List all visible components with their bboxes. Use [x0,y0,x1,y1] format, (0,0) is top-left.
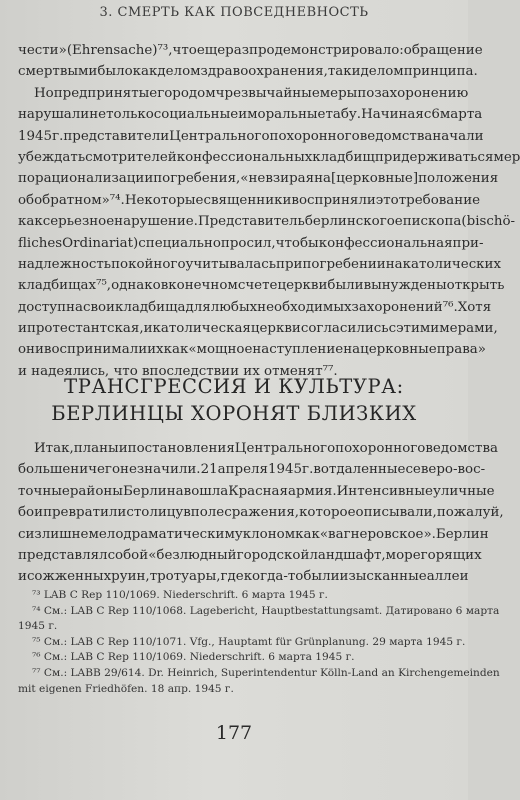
footnotes [18,588,500,697]
paragraph-continuation [18,40,520,382]
footnote-rule [18,580,158,581]
text-line: нарушали не только социальные и моральные табу. Начиная с 6 марта [18,107,483,123]
text-line: как серьезное нарушение. Представитель берлинского епископа (bischö- [18,214,516,230]
text-line: чести» (Ehrensache)⁷³, что еще раз продемонстрировало: обращение [18,43,483,58]
text-line: они воспринимали их как «мощное наступление на церковные права» [18,342,486,358]
text-line: и сожженных руин, тротуары, где когда-то были изысканные аллеи [18,569,469,585]
text-line: по рационализации погребения, «невзирая на [церковные] положения [18,171,499,187]
footnote: ⁷³ LAB C Rep 110/1069. Niederschrift. 6 марта 1945 г. [32,589,328,601]
text-line: бои превратили столицу в поле сражения, которое описывали, пожалуй, [18,505,504,521]
text-line: Но предпринятые городом чрезвычайные меры по захоронению [34,85,469,101]
running-head: 3. СМЕРТЬ КАК ПОВСЕДНЕВНОСТЬ [99,5,369,20]
text-line: fliches Ordinariat) специально просил, чтобы конфессиональная при- [18,235,484,251]
text-line: доступ на свои кладбища для любых необходимых захоронений⁷⁶. Хотя [18,299,492,315]
text-line: убеждать смотрителей конфессиональных кладбищ придерживаться мер [18,149,520,165]
text-line: и протестантская, и католическая церкви согласились с этими мерами, [18,321,498,337]
text-line: об обратном»⁷⁴. Некоторые священники восприняли это требование [18,192,481,208]
text-line: кладбищах⁷⁵, однако в конечном счете церкви были вынуждены открыть [18,278,505,294]
footnote: ⁷⁶ См.: LAB C Rep 110/1069. Niederschrift. 6 марта 1945 г. [32,651,355,664]
text-line: Итак, планы и постановления Центрального похоронного ведомства [34,441,498,456]
footnote-continuation: mit eigenen Friedhöfen. 18 апр. 1945 г. [18,682,234,695]
text-line: с мертвыми было как делом здравоохранения, так и делом принципа. [18,64,478,80]
page-number: 177 [215,722,253,744]
section-heading-line-2: БЕРЛИНЦЫ ХОРОНЯТ БЛИЗКИХ [51,402,417,425]
footnote: ⁷⁵ См.: LAB C Rep 110/1071. Vfg., Hauptamt für Grünplanung. 29 марта 1945 г. [32,635,466,648]
footnote: ⁷⁷ См.: LABB 29/614. Dr. Heinrich, Superintendentur Kölln-Land an Kirchengemeinden [32,666,500,679]
footnote: ⁷⁴ См.: LAB C Rep 110/1068. Lagebericht, Hauptbestattungsamt. Датировано 6 марта [32,604,500,617]
section-heading-line-1: ТРАНСГРЕССИЯ И КУЛЬТУРА: [64,375,404,398]
footnote-continuation: 1945 г. [18,620,58,633]
text-line: 1945 г. представители Центрального похоронного ведомства начали [18,128,484,144]
text-line: и надеялись, что впоследствии их отменят⁷⁷. [18,363,338,379]
text-line: больше ничего не значили. 21 апреля 1945 г. в отдаленные северо-вос- [18,462,486,478]
text-line: точные районы Берлина вошла Красная армия. Интенсивные уличные [18,483,495,499]
text-line: с излишне мелодраматическим уклоном как «вагнеровское». Берлин [18,526,489,542]
text-line: представлял собой «безлюдный городской ландшафт, море горящих [18,547,482,563]
paragraph-section [18,438,504,588]
text-line: надлежность покойного учитывалась при погребении на католических [18,256,502,272]
